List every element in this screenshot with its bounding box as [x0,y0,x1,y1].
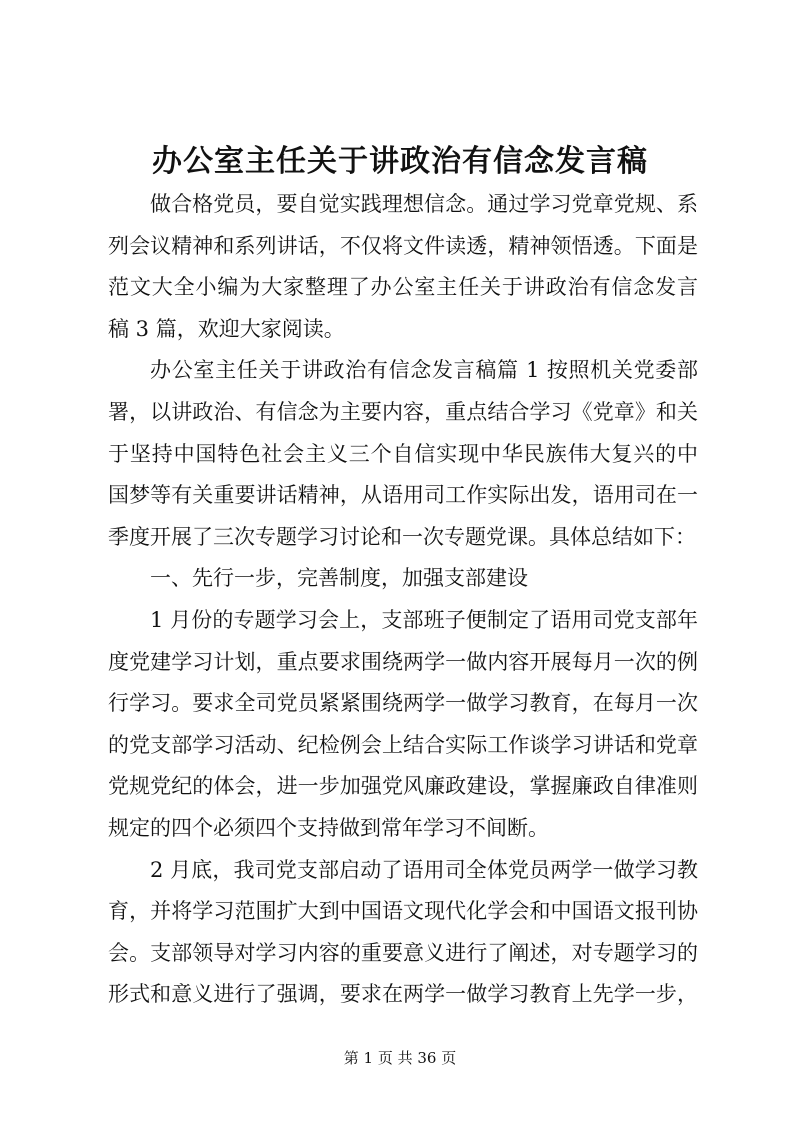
document-title: 办公室主任关于讲政治有信念发言稿 [152,144,648,179]
document-body [108,184,698,1016]
body-line-2: 列会议精神和系列讲话，不仅将文件读透，精神领悟透。下面是 [108,233,698,258]
body-line-19: 会。支部领导对学习内容的重要意义进行了阐述，对专题学习的 [108,940,698,965]
body-line-15: 党规党纪的体会，进一步加强党风廉政建设，掌握廉政自律准则 [108,774,698,799]
body-line-11: 1 月份的专题学习会上，支部班子便制定了语用司党支部年 [150,607,698,632]
body-line-14: 的党支部学习活动、纪检例会上结合实际工作谈学习讲话和党章 [108,732,698,757]
page-footer: 第 1 页 共 36 页 [343,1049,457,1067]
body-line-4: 稿 3 篇，欢迎大家阅读。 [108,316,345,341]
body-line-12: 度党建学习计划，重点要求围绕两学一做内容开展每月一次的例 [108,649,698,674]
body-line-3: 范文大全小编为大家整理了办公室主任关于讲政治有信念发言 [108,275,698,300]
body-line-17: 2 月底，我司党支部启动了语用司全体党员两学一做学习教 [150,857,698,882]
body-line-5: 办公室主任关于讲政治有信念发言稿篇 1 按照机关党委部 [150,358,698,383]
body-line-7: 于坚持中国特色社会主义三个自信实现中华民族伟大复兴的中 [108,441,698,466]
body-line-18: 育，并将学习范围扩大到中国语文现代化学会和中国语文报刊协 [108,899,698,924]
body-line-1: 做合格党员，要自觉实践理想信念。通过学习党章党规、系 [150,192,698,216]
section-heading: 一、先行一步，完善制度，加强支部建设 [150,566,528,591]
body-line-8: 国梦等有关重要讲话精神，从语用司工作实际出发，语用司在一 [108,483,698,508]
body-line-20: 形式和意义进行了强调，要求在两学一做学习教育上先学一步， [108,982,698,1007]
body-line-9: 季度开展了三次专题学习讨论和一次专题党课。具体总结如下： [108,524,696,549]
body-line-6: 署，以讲政治、有信念为主要内容，重点结合学习《党章》和关 [108,399,698,424]
body-line-16: 规定的四个必须四个支持做到常年学习不间断。 [108,815,549,840]
body-line-13: 行学习。要求全司党员紧紧围绕两学一做学习教育，在每月一次 [108,691,698,716]
